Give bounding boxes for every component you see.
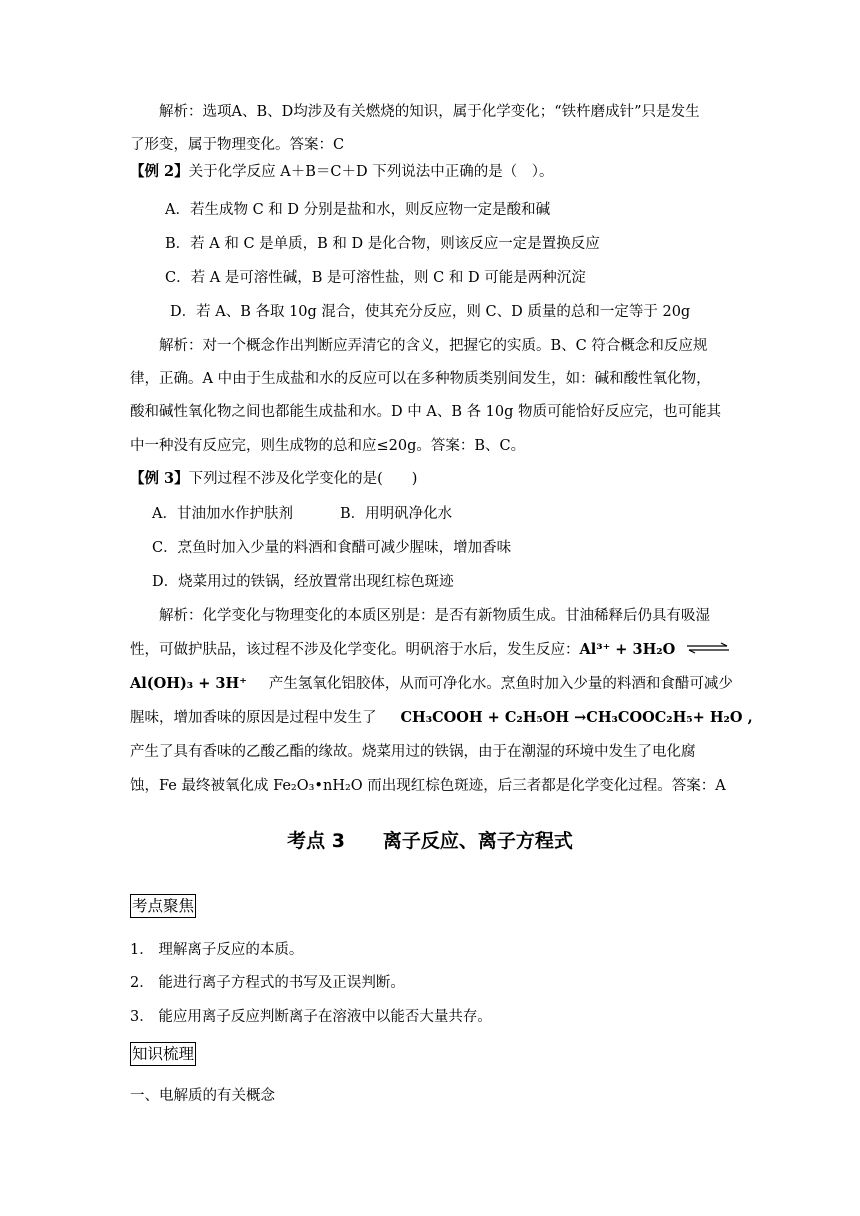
example3-option-b: B．用明矾净化水 <box>340 506 453 522</box>
para1-line1: 解析：选项A、B、D均涉及有关燃烧的知识，属于化学变化；“铁杵磨成针”只是发生 <box>159 104 700 120</box>
esterification-equation: CH₃COOH + C₂H₅OH →CH₃COOC₂H₅+ H₂O , <box>400 709 753 726</box>
example2-question: 关于化学反应 A＋B＝C＋D 下列说法中正确的是（ ）。 <box>188 164 554 180</box>
equation-right-side: Al(OH)₃ + 3H⁺ <box>130 675 247 692</box>
focus-item-1: 1． 理解离子反应的本质。 <box>130 942 304 958</box>
example2-option-a: A．若生成物 C 和 D 分别是盐和水，则反应物一定是酸和碱 <box>165 202 551 218</box>
example3-analysis-line2-text: 性，可做护肤品，该过程不涉及化学变化。明矾溶于水后，发生反应： <box>130 642 580 658</box>
example3-analysis-line5: 产生了具有香味的乙酸乙酯的缘故。烧菜用过的铁锅，由于在潮湿的环境中发生了电化腐 <box>130 744 696 760</box>
example2-option-d: D．若 A、B 各取 10g 混合，使其充分反应，则 C、D 质量的总和一定等于 20g <box>170 304 691 320</box>
example3-option-a: A．甘油加水作护肤剂 <box>152 506 293 522</box>
example2-analysis-line4: 中一种没有反应完，则生成物的总和应≤20g。答案：B、C。 <box>130 438 526 454</box>
example3-analysis-line3-text: 产生氢氧化铝胶体，从而可净化水。烹鱼时加入少量的料酒和食醋可减少 <box>268 676 733 692</box>
example2-label: 【例 2】 <box>130 163 189 180</box>
focus-item-3: 3． 能应用离子反应判断离子在溶液中以能否大量共存。 <box>130 1009 492 1025</box>
example3-question: 下列过程不涉及化学变化的是( ) <box>188 471 418 487</box>
equation-left-side: Al³⁺ + 3H₂O <box>579 641 676 658</box>
example3-analysis-line4-text: 腥味，增加香味的原因是过程中发生了 <box>130 710 377 726</box>
example2-option-b: B．若 A 和 C 是单质，B 和 D 是化合物，则该反应一定是置换反应 <box>165 236 600 252</box>
para1-line2: 了形变，属于物理变化。答案：C <box>130 137 345 153</box>
example3-analysis-line1: 解析：化学变化与物理变化的本质区别是：是否有新物质生成。甘油稀释后仍具有吸湿 <box>159 608 710 624</box>
example3-analysis-line3 <box>130 672 733 693</box>
example2-analysis-line3: 酸和碱性氧化物之间也都能生成盐和水。D 中 A、B 各 10g 物质可能恰好反应完，也可能其 <box>130 404 722 420</box>
example3-heading <box>130 467 417 488</box>
focus-label: 考点聚焦 <box>130 894 196 918</box>
focus-item-2: 2． 能进行离子方程式的书写及正误判断。 <box>130 975 405 991</box>
example2-option-c: C．若 A 是可溶性碱，B 是可溶性盐，则 C 和 D 可能是两种沉淀 <box>165 270 586 286</box>
example3-option-d: D．烧菜用过的铁锅，经放置常出现红棕色斑迹 <box>152 574 454 590</box>
example3-option-c: C．烹鱼时加入少量的料酒和食醋可减少腥味，增加香味 <box>152 540 512 556</box>
example3-analysis-line4 <box>130 706 753 727</box>
example2-analysis-line1: 解析：对一个概念作出判断应弄清它的含义，把握它的实质。B、C 符合概念和反应规 <box>159 338 708 354</box>
example3-label: 【例 3】 <box>130 470 189 487</box>
example3-analysis-line6: 蚀，Fe 最终被氧化成 Fe₂O₃•nH₂O 而出现红棕色斑迹，后三者都是化学变化过程。答案：A <box>130 778 726 794</box>
section-title: 考点 3 离子反应、离子方程式 <box>287 830 573 852</box>
example2-analysis-line2: 律，正确。A 中由于生成盐和水的反应可以在多种物质类别间发生，如：碱和酸性氧化物， <box>130 371 711 387</box>
example3-analysis-line2 <box>130 638 731 659</box>
subsection-heading: 一、电解质的有关概念 <box>130 1088 275 1104</box>
equilibrium-arrow-icon <box>685 642 731 658</box>
knowledge-label: 知识梳理 <box>130 1042 196 1066</box>
example2-heading <box>130 160 553 181</box>
